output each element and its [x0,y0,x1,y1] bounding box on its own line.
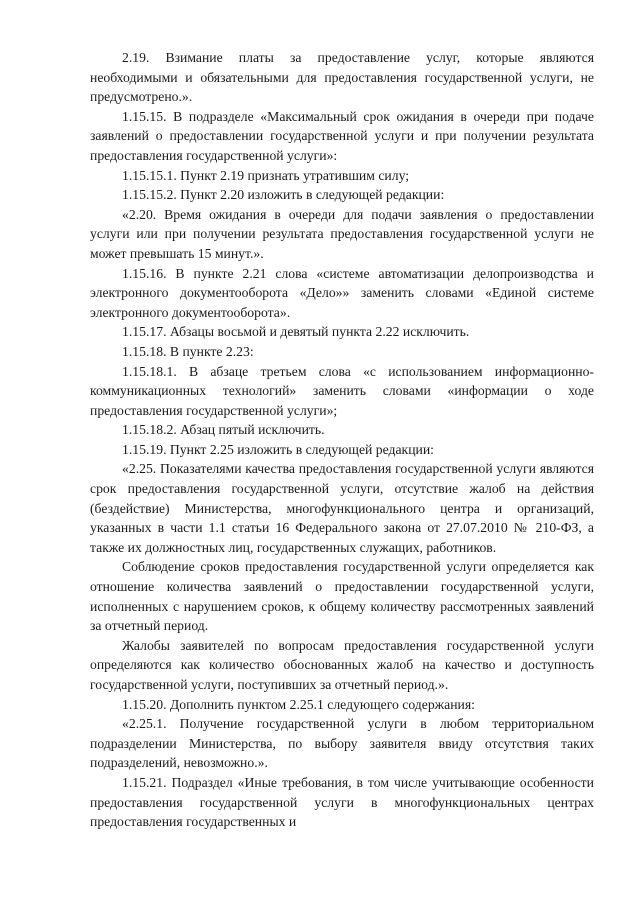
paragraph-1-15-20: 1.15.20. Дополнить пунктом 2.25.1 следующего содержания: [122,696,475,712]
paragraph-1-15-16: 1.15.16. В пункте 2.21 слова «системе автоматизации делопроизводства и электронного документооборота «Дело»» заменить словами «Единой системе электронного документооборота». [90,265,594,320]
paragraph-2-20-text: «2.20. Время ожидания в очереди для подачи заявления о предоставлении услуги или при получении результата предоставления государственной услуги не может превышать 15 минут.». [90,206,594,261]
paragraph-1-15-18-1: 1.15.18.1. В абзаце третьем слова «с использованием информационно-коммуникационных технологий» заменить словами «информации о ходе предоставления государственной услуги»; [90,363,594,418]
paragraph-1-15-19: 1.15.19. Пункт 2.25 изложить в следующей редакции: [122,441,434,457]
paragraph-2-19: 2.19. Взимание платы за предоставление услуг, которые являются необходимыми и обязательными для предоставления государственной услуги, не предусмотрено.». [90,50,594,105]
paragraph-1-15-15-2: 1.15.15.2. Пункт 2.20 изложить в следующей редакции: [122,187,445,203]
paragraph-1-15-15-1: 1.15.15.1. Пункт 2.19 признать утратившим силу; [122,167,410,183]
paragraph-2-25-1-text: «2.25.1. Получение государственной услуги в любом территориальном подразделении Министерства, по выбору заявителя ввиду отсутствия таких подразделений, невозможно.». [90,716,594,771]
paragraph-1-15-15: 1.15.15. В подразделе «Максимальный срок ожидания в очереди при подаче заявлений о предоставлении государственной услуги и при получении результата предоставления государственной услуги»: [90,108,594,163]
paragraph-2-25-text: «2.25. Показателями качества предоставления государственной услуги являются срок предоставления государственной услуги, отсутствие жалоб на действия (бездействие) Министерства, многофункционального центра и организаций, указанных в части 1.1 статьи 16 Федерального закона от 27.07.2010 № 210-ФЗ, а также их должностных лиц, государственных служащих, работников. [90,461,594,555]
paragraph-1-15-17: 1.15.17. Абзацы восьмой и девятый пункта 2.22 исключить. [122,324,470,340]
paragraph-1-15-18-2: 1.15.18.2. Абзац пятый исключить. [122,422,325,438]
paragraph-complaints: Жалобы заявителей по вопросам предоставления государственной услуги определяются как количество обоснованных жалоб на качество и доступность государственной услуги, поступивших за отчетный период.». [90,637,594,692]
paragraph-deadlines: Соблюдение сроков предоставления государственной услуги определяется как отношение количества заявлений о предоставлении государственной услуги, исполненных с нарушением сроков, к общему количеству рассмотренных заявлений за отчетный период. [90,559,594,634]
paragraph-1-15-21: 1.15.21. Подраздел «Иные требования, в том числе учитывающие особенности предоставления государственной услуги в многофункциональных центрах предоставления государственных и [90,774,594,830]
paragraph-1-15-18: 1.15.18. В пункте 2.23: [122,343,254,359]
